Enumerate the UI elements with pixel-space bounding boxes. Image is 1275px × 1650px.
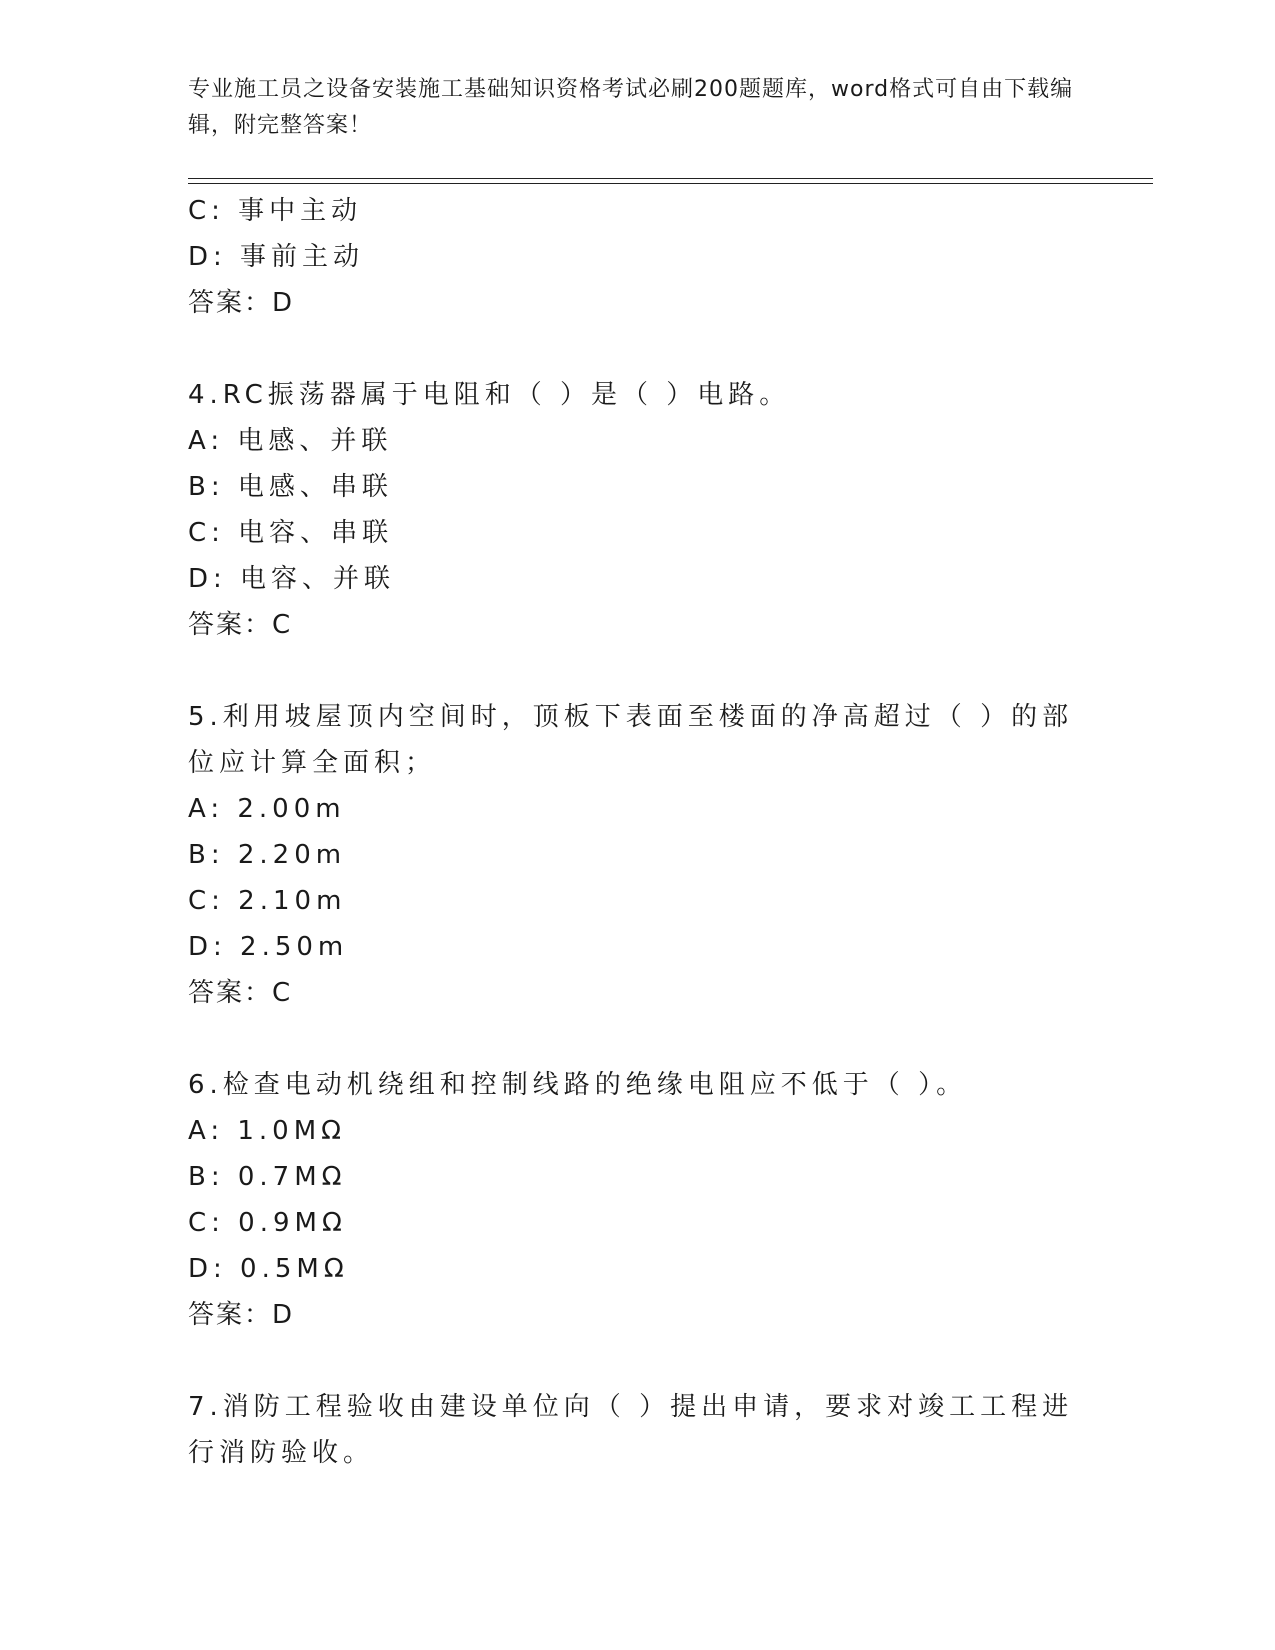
document-header [188, 72, 1088, 144]
option-b: B: 0.7MΩ [188, 1162, 347, 1192]
question-text: 5.利用坡屋顶内空间时，顶板下表面至楼面的净高超过（ ）的部位应计算全面积； [188, 702, 1074, 778]
answer-line: 答案：C [188, 610, 293, 640]
question-6 [188, 1062, 1088, 1338]
option-a: A: 2.00m [188, 794, 346, 824]
question-text: 6.检查电动机绕组和控制线路的绝缘电阻应不低于（ ）。 [188, 1070, 968, 1100]
option-d: D: 0.5MΩ [188, 1254, 349, 1284]
spacer [188, 1338, 1088, 1384]
question-text: 4.RC振荡器属于电阻和（ ）是（ ）电路。 [188, 380, 791, 410]
question-3-continuation [188, 188, 1088, 326]
answer-line: 答案：D [188, 1300, 295, 1330]
option-b: B: 电感、串联 [188, 472, 393, 502]
answer-line: 答案：C [188, 978, 293, 1008]
question-list [188, 188, 1088, 1476]
option-c: C: 2.10m [188, 886, 347, 916]
question-4 [188, 372, 1088, 648]
question-7 [188, 1384, 1088, 1476]
option-d: D: 事前主动 [188, 242, 365, 272]
spacer [188, 1016, 1088, 1062]
document-title: 专业施工员之设备安装施工基础知识资格考试必刷200题题库，word格式可自由下载编辑，附完整答案！ [188, 77, 1074, 138]
option-b: B: 2.20m [188, 840, 347, 870]
option-a: A: 1.0MΩ [188, 1116, 347, 1146]
answer-line: 答案：D [188, 288, 295, 318]
header-divider-top [188, 178, 1153, 179]
option-a: A: 电感、并联 [188, 426, 393, 456]
question-text: 7.消防工程验收由建设单位向（ ）提出申请，要求对竣工工程进行消防验收。 [188, 1392, 1074, 1468]
option-d: D: 电容、并联 [188, 564, 396, 594]
spacer [188, 648, 1088, 694]
spacer [188, 326, 1088, 372]
option-c: C: 电容、串联 [188, 518, 394, 548]
option-c: C: 事中主动 [188, 196, 363, 226]
option-d: D: 2.50m [188, 932, 349, 962]
question-5 [188, 694, 1088, 1016]
option-c: C: 0.9MΩ [188, 1208, 347, 1238]
header-divider-bottom [188, 183, 1153, 184]
